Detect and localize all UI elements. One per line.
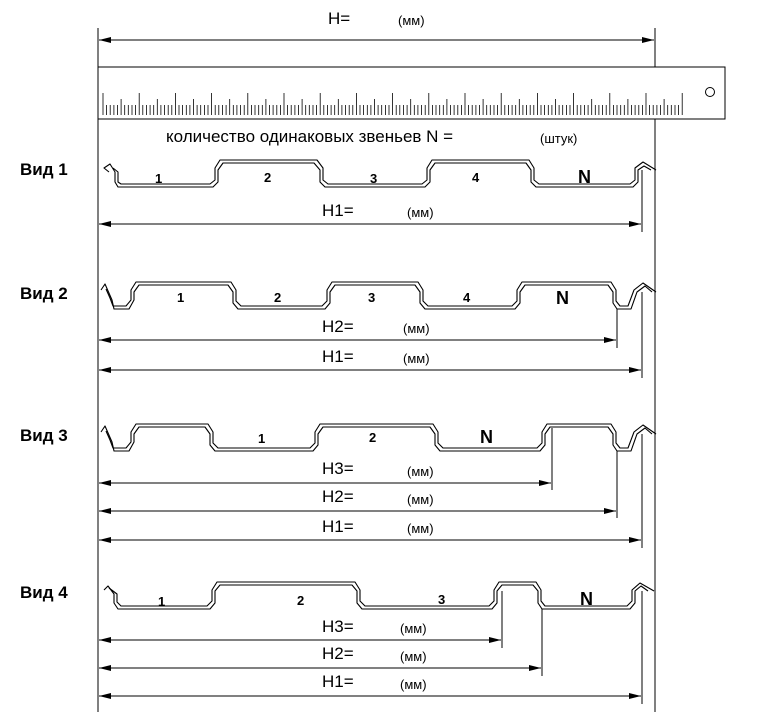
link-label-n: N: [480, 427, 493, 447]
link-label: 4: [463, 290, 471, 305]
total-label: H=: [328, 9, 351, 28]
dim-label: H3=: [322, 459, 354, 478]
ruler: [98, 67, 725, 119]
view-2: [20, 282, 656, 378]
band-profile-outer: [104, 163, 651, 187]
dim-label: H1=: [322, 201, 354, 220]
band-profile-inner: [113, 160, 656, 184]
total-unit: (мм): [398, 13, 425, 28]
link-label: 3: [368, 290, 376, 305]
count-label: количество одинаковых звеньев N =: [166, 127, 454, 146]
link-label: 3: [370, 171, 378, 186]
band-profile-outer: [101, 426, 652, 451]
dim-unit: (мм): [407, 205, 434, 220]
dim-unit: (мм): [407, 521, 434, 536]
dim-unit: (мм): [403, 321, 430, 336]
dim-label: H1=: [322, 347, 354, 366]
link-label-n: N: [578, 167, 591, 187]
dim-unit: (мм): [403, 351, 430, 366]
link-label: 1: [177, 290, 185, 305]
view-title: Вид 3: [20, 426, 68, 445]
link-label: 2: [264, 170, 272, 185]
band-profile-inner: [106, 282, 656, 306]
dim-unit: (мм): [407, 492, 434, 507]
link-label: 1: [158, 594, 166, 609]
view-1: [20, 160, 656, 232]
link-label: 2: [274, 290, 282, 305]
dim-label: H1=: [322, 672, 354, 691]
link-label-n: N: [580, 589, 593, 609]
link-label: 2: [369, 430, 377, 445]
dim-label: H3=: [322, 617, 354, 636]
link-label: 2: [297, 593, 305, 608]
link-label: 1: [258, 431, 266, 446]
dim-unit: (мм): [407, 464, 434, 479]
dim-unit: (мм): [400, 621, 427, 636]
link-label: 3: [438, 592, 446, 607]
band-profile-inner: [109, 582, 654, 606]
view-4: [20, 582, 654, 704]
dim-label: H2=: [322, 644, 354, 663]
count-unit: (штук): [540, 131, 578, 146]
dim-label: H1=: [322, 517, 354, 536]
dim-unit: (мм): [400, 677, 427, 692]
band-profile-inner: [106, 424, 656, 448]
view-title: Вид 4: [20, 583, 68, 602]
link-label-n: N: [556, 288, 569, 308]
dim-unit: (мм): [400, 649, 427, 664]
dim-label: H2=: [322, 317, 354, 336]
link-label: 1: [155, 171, 163, 186]
band-profile-outer: [104, 585, 648, 609]
link-label: 4: [472, 170, 480, 185]
ruler-hole: [706, 88, 715, 97]
view-3: [20, 424, 656, 548]
view-title: Вид 2: [20, 284, 68, 303]
view-title: Вид 1: [20, 160, 68, 179]
dim-label: H2=: [322, 487, 354, 506]
